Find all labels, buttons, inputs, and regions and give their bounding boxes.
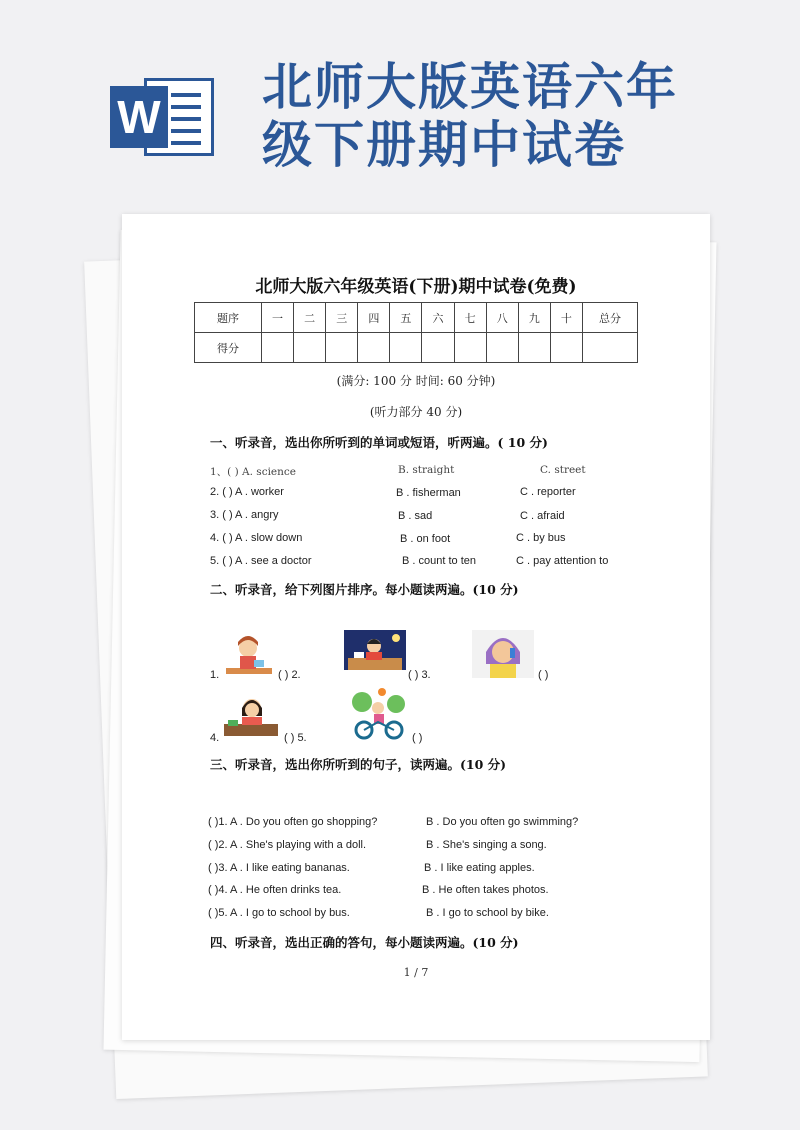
score-table xyxy=(194,302,638,363)
score-cell xyxy=(262,333,294,363)
s1-q1-a: 1、( ) A. science xyxy=(210,466,297,478)
picture-label-2: ( ) 2. xyxy=(278,669,301,681)
picture-label-3: ( ) 3. xyxy=(408,669,431,681)
score-cell xyxy=(486,333,518,363)
s3-q5-b: B . I go to school by bike. xyxy=(426,907,549,919)
column-cell: 四 xyxy=(358,303,390,333)
picture-label-4: 4. xyxy=(210,732,220,744)
s3-q3-b: B . I like eating apples. xyxy=(424,862,535,874)
picture-girl-writing xyxy=(222,694,280,738)
banner-title: 北师大版英语六年级下册期中试卷 xyxy=(262,58,678,174)
column-cell: 二 xyxy=(294,303,326,333)
column-cell: 九 xyxy=(518,303,550,333)
word-w-icon: W xyxy=(110,86,168,148)
s3-q1-b: B . Do you often go swimming? xyxy=(426,816,579,828)
picture-boy-at-night xyxy=(344,630,406,670)
s1-q4-a: 4. ( ) A . slow down xyxy=(210,532,303,544)
column-cell: 七 xyxy=(454,303,486,333)
section-1-title: 一、听录音，选出你所听到的单词或短语，听两遍。( 10 分) xyxy=(210,435,548,450)
s3-q2-a: ( )2. A . She's playing with a doll. xyxy=(208,839,367,851)
picture-label-5: ( ) 5. xyxy=(284,732,307,744)
picture-girl-at-table xyxy=(222,634,276,678)
picture-label-1: 1. xyxy=(210,669,220,681)
header-label-cell: 题序 xyxy=(195,303,262,333)
score-cell xyxy=(422,333,454,363)
score-table-header-row xyxy=(195,303,638,333)
picture-label-3-blank: ( ) xyxy=(538,669,549,681)
section-4-title: 四、听录音，选出正确的答句，每小题读两遍。(10 分) xyxy=(210,935,519,950)
score-cell xyxy=(390,333,422,363)
s1-q1-c: C. street xyxy=(540,464,586,476)
score-cell xyxy=(294,333,326,363)
s1-q5-c: C . pay attention to xyxy=(516,555,609,567)
score-table-score-row xyxy=(195,333,638,363)
column-cell: 三 xyxy=(326,303,358,333)
section-2-title: 二、听录音，给下列图片排序。每小题读两遍。(10 分) xyxy=(210,582,519,597)
score-cell xyxy=(454,333,486,363)
column-cell: 六 xyxy=(422,303,454,333)
word-logo xyxy=(110,78,214,156)
score-label-cell: 得分 xyxy=(195,333,262,363)
s3-q4-a: ( )4. A . He often drinks tea. xyxy=(208,884,342,896)
s3-q1-a: ( )1. A . Do you often go shopping? xyxy=(208,816,378,828)
s1-q5-b: B . count to ten xyxy=(402,555,476,567)
s1-q1-b: B. straight xyxy=(398,464,455,476)
s1-q3-b: B . sad xyxy=(398,510,433,522)
s3-q5-a: ( )5. A . I go to school by bus. xyxy=(208,907,350,919)
s3-q2-b: B . She's singing a song. xyxy=(426,839,547,851)
total-cell: 总分 xyxy=(583,303,638,333)
column-cell: 一 xyxy=(262,303,294,333)
column-cell: 八 xyxy=(486,303,518,333)
page-number: 1 / 7 xyxy=(403,966,429,979)
s1-q2-b: B . fisherman xyxy=(396,487,461,499)
s1-q2-a: 2. ( ) A . worker xyxy=(210,486,284,498)
score-cell xyxy=(550,333,582,363)
score-cell xyxy=(583,333,638,363)
s1-q4-b: B . on foot xyxy=(400,533,451,545)
section-3-title: 三、听录音，选出你所听到的句子，读两遍。(10 分) xyxy=(210,757,507,772)
score-cell xyxy=(326,333,358,363)
picture-label-5-blank: ( ) xyxy=(412,732,423,744)
score-cell xyxy=(518,333,550,363)
document-title: 北师大版六年级英语(下册)期中试卷(免费) xyxy=(255,277,577,297)
score-cell xyxy=(358,333,390,363)
exam-meta: (满分: 100 分 时间: 60 分钟) xyxy=(336,374,496,388)
document-page xyxy=(122,214,710,1040)
column-cell: 五 xyxy=(390,303,422,333)
s3-q4-b: B . He often takes photos. xyxy=(422,884,549,896)
s1-q4-c: C . by bus xyxy=(516,532,566,544)
s1-q2-c: C . reporter xyxy=(520,486,576,498)
s1-q5-a: 5. ( ) A . see a doctor xyxy=(210,555,312,567)
picture-girl-riding-bike xyxy=(348,686,410,742)
s1-q3-c: C . afraid xyxy=(520,510,565,522)
s3-q3-a: ( )3. A . I like eating bananas. xyxy=(208,862,350,874)
s1-q3-a: 3. ( ) A . angry xyxy=(210,509,279,521)
picture-girl-on-phone xyxy=(472,630,534,678)
listening-title: (听力部分 40 分) xyxy=(369,405,463,419)
column-cell: 十 xyxy=(550,303,582,333)
